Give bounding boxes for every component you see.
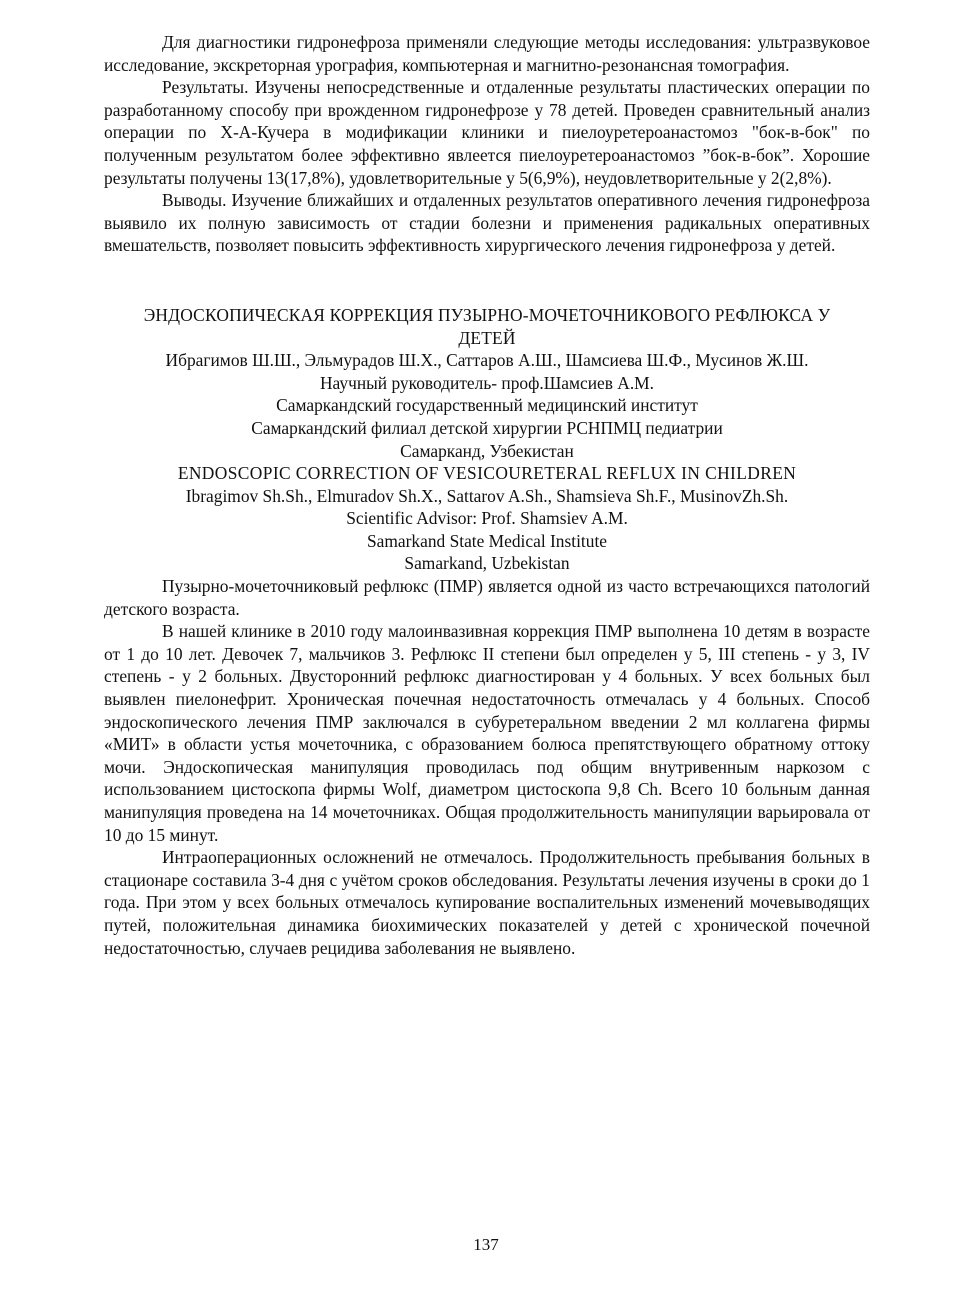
- article-header: [104, 304, 870, 575]
- paragraph-introduction: Пузырно-мочеточниковый рефлюкс (ПМР) является одной из часто встречающихся патологий детского возраста.: [104, 576, 870, 619]
- paragraph-results: Результаты. Изучены непосредственные и отдаленные результаты пластических операции по разработанному способу при врожденном гидронефрозе у 78 детей. Проведен сравнительный анализ операции по Х-А-Кучера в модификации клиники и пиелоуретероанастомоз "бок-в-бок" по полученным результатом более эффективно явлеется пиелоуретероанастомоз ”бок-в-бок”. Хорошие результаты получены 13(17,8%), удовлетворительные у 5(6,9%), неудовлетворительные у 2(2,8%).: [104, 77, 870, 188]
- authors-en: Ibragimov Sh.Sh., Elmuradov Sh.X., Sattarov A.Sh., Shamsieva Sh.F., MusinovZh.Sh.: [185, 485, 789, 506]
- article-title-en: ENDOSCOPIC CORRECTION OF VESICOURETERAL REFLUX IN CHILDREN: [177, 463, 797, 484]
- branch-ru: Самаркандский филиал детской хирургии РСНПМЦ педиатрии: [251, 417, 723, 438]
- advisor-ru: Научный руководитель- проф.Шамсиев А.М.: [319, 372, 654, 393]
- article-body: [104, 575, 870, 959]
- advisor-en: Scientific Advisor: Prof. Shamsiev A.M.: [346, 508, 628, 529]
- page-content: [104, 31, 870, 959]
- paragraph-methods: В нашей клинике в 2010 году малоинвазивная коррекция ПМР выполнена 10 детям в возрасте от 1 до 10 лет. Девочек 7, мальчиков 3. Рефлюкс II степени был определен у 5, III степень - у 3, IV степень - у 2 больных. Двусторонний рефлюкс диагностирован у 4 больных. У всех больных был выявлен пиелонефрит. Хроническая почечная недостаточность отмечалась у 4 больных. Способ эндоскопического лечения ПМР заключался в субуретеральном введении 2 мл коллагена фирмы «МИТ» в области устья мочеточника, с образованием болюса препятствующего обратному оттоку мочи. Эндоскопическая манипуляция проводилась под общим внутривенным наркозом с использованием цистоскопа фирмы Wolf, диаметром цистоскопа 9,8 Ch. Всего 10 больным данная манипуляция проведена на 14 мочеточниках. Общая продолжительность манипуляции варьировала от 10 до 15 минут.: [104, 621, 870, 845]
- institution-ru: Самаркандский государственный медицинский институт: [276, 395, 698, 416]
- previous-article-conclusion: [104, 31, 870, 257]
- city-ru: Самарканд, Узбекистан: [400, 440, 574, 461]
- paragraph-diagnostics: Для диагностики гидронефроза применяли следующие методы исследования: ультразвуковое исследование, экскреторная урография, компьютерная и магнитно-резонансная томография.: [104, 32, 870, 75]
- article-title-ru: ЭНДОСКОПИЧЕСКАЯ КОРРЕКЦИЯ ПУЗЫРНО-МОЧЕТОЧНИКОВОГО РЕФЛЮКСА У ДЕТЕЙ: [143, 304, 831, 348]
- authors-ru: Ибрагимов Ш.Ш., Эльмурадов Ш.Х., Саттаров А.Ш., Шамсиева Ш.Ф., Мусинов Ж.Ш.: [165, 350, 809, 371]
- page-number: 137: [473, 1235, 499, 1254]
- city-en: Samarkand, Uzbekistan: [404, 553, 570, 574]
- paragraph-conclusions: Выводы. Изучение ближайших и отдаленных результатов оперативного лечения гидронефроза выявило их полную зависимость от стадии болезни и применения радикальных оперативных вмешательств, позволяет повысить эффективность хирургического лечения гидронефроза у детей.: [104, 190, 870, 256]
- institution-en: Samarkand State Medical Institute: [366, 530, 608, 551]
- paragraph-outcomes: Интраоперационных осложнений не отмечалось. Продолжительность пребывания больных в стационаре составила 3-4 дня с учётом сроков обследования. Результаты лечения изучены в сроки до 1 года. При этом у всех больных отмечалось купирование воспалительных изменений мочевыводящих путей, положительная динамика биохимических показателей у детей с хронической почечной недостаточностью, случаев рецидива заболевания не выявлено.: [104, 847, 870, 958]
